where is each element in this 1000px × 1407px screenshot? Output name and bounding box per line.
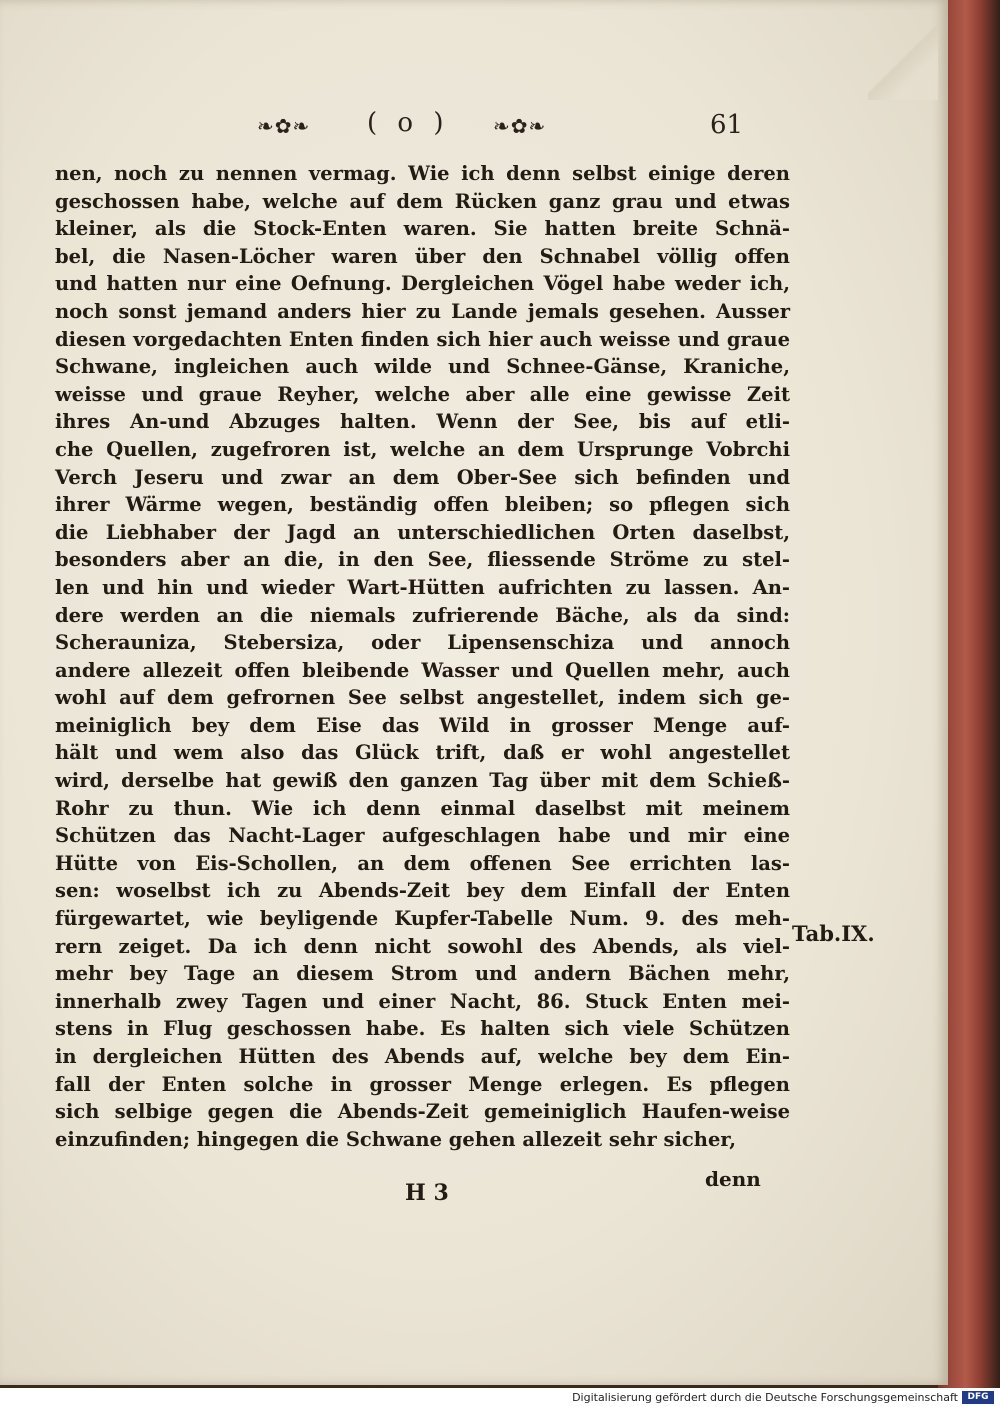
body-text (55, 160, 790, 1153)
text-line: die Liebhaber der Jagd an unterschiedlichen Orten daselbst, (55, 520, 790, 544)
text-line: ihrer Wärme wegen, beständig offen bleiben; so pflegen sich (55, 493, 790, 517)
text-line: dere werden an die niemals zufrierende Bäche, als da sind: (55, 603, 790, 627)
text-line: stens in Flug geschossen habe. Es halten sich viele Schützen (55, 1017, 790, 1041)
text-line: und hatten nur eine Oefnung. Dergleichen Vögel habe weder ich, (55, 272, 790, 296)
text-line: che Quellen, zugefroren ist, welche an dem Ursprunge Vobrchi (55, 437, 790, 461)
text-line: einzufinden; hingegen die Schwane gehen allezeit sehr sicher, (55, 1127, 737, 1151)
text-line: nen, noch zu nennen vermag. Wie ich denn selbst einige deren (55, 162, 790, 185)
text-line: rern zeiget. Da ich denn nicht sowohl des Abends, als viel- (55, 934, 790, 958)
text-line: wird, derselbe hat gewiß den ganzen Tag über mit dem Schieß- (55, 769, 790, 793)
text-line: Scherauniza, Stebersiza, oder Lipensenschiza und annoch (55, 631, 790, 655)
text-line: Rohr zu thun. Wie ich denn einmal daselbst mit meinem (55, 796, 790, 820)
text-line: besonders aber an die, in den See, fliessende Ströme zu stel- (55, 548, 790, 572)
text-line: Hütte von Eis-Schollen, an dem offenen See errichten las- (55, 851, 790, 875)
page-header (255, 108, 775, 148)
text-line: kleiner, als die Stock-Enten waren. Sie hatten breite Schnä- (55, 217, 790, 241)
text-line: Schützen das Nacht-Lager aufgeschlagen habe und mir eine (55, 824, 790, 848)
text-line: andere allezeit offen bleibende Wasser und Quellen mehr, auch (55, 658, 790, 682)
printer-signature: H 3 (405, 1180, 449, 1206)
text-line: noch sonst jemand anders hier zu Lande jemals gesehen. Ausser (55, 299, 790, 323)
footer-bar (0, 1388, 1000, 1407)
text-line: wohl auf dem gefrornen See selbst angestellet, indem sich ge- (55, 686, 790, 710)
text-line: geschossen habe, welche auf dem Rücken ganz grau und etwas (55, 189, 790, 213)
text-line: meiniglich bey dem Eise das Wild in grosser Menge auf- (55, 713, 790, 737)
footer-credit: Digitalisierung gefördert durch die Deutsche Forschungsgemeinschaft (572, 1391, 958, 1404)
catchword: denn (705, 1167, 761, 1191)
text-line: mehr bey Tage an diesem Strom und andern Bächen mehr, (55, 962, 790, 986)
text-line: fürgewartet, wie beyligende Kupfer-Tabelle Num. 9. des meh- (55, 907, 790, 931)
text-line: Verch Jeseru und zwar an dem Ober-See sich befinden und (55, 465, 790, 489)
text-line: bel, die Nasen-Löcher waren über den Schnabel völlig offen (55, 244, 790, 268)
header-mark: ( o ) (367, 108, 450, 138)
text-line: fall der Enten solche in grosser Menge erlegen. Es pflegen (55, 1072, 790, 1096)
text-line: innerhalb zwey Tagen und einer Nacht, 86. Stuck Enten mei- (55, 989, 790, 1013)
text-line: diesen vorgedachten Enten finden sich hier auch weisse und graue (55, 327, 790, 351)
margin-note: Tab.IX. (792, 921, 875, 946)
page-corner-fold (868, 20, 938, 100)
text-line: weisse und graue Reyher, welche aber alle eine gewisse Zeit (55, 382, 790, 406)
text-line: hält und wem also das Glück trift, daß er wohl angestellet (55, 741, 790, 765)
header-ornament-right: ❧✿❧ (493, 114, 547, 138)
text-line: sen: woselbst ich zu Abends-Zeit bey dem Einfall der Enten (55, 879, 790, 903)
text-line: in dergleichen Hütten des Abends auf, welche bey dem Ein- (55, 1045, 790, 1068)
page-number: 61 (710, 110, 744, 140)
text-line: Schwane, ingleichen auch wilde und Schnee-Gänse, Kraniche, (55, 355, 790, 379)
text-line: len und hin und wieder Wart-Hütten aufrichten zu lassen. An- (55, 575, 790, 599)
header-ornament-left: ❧✿❧ (257, 114, 311, 138)
text-line: sich selbige gegen die Abends-Zeit gemeiniglich Haufen-weise (55, 1100, 790, 1124)
dfg-logo: DFG (962, 1391, 994, 1404)
text-line: ihres An-und Abzuges halten. Wenn der See, bis auf etli- (55, 410, 790, 434)
